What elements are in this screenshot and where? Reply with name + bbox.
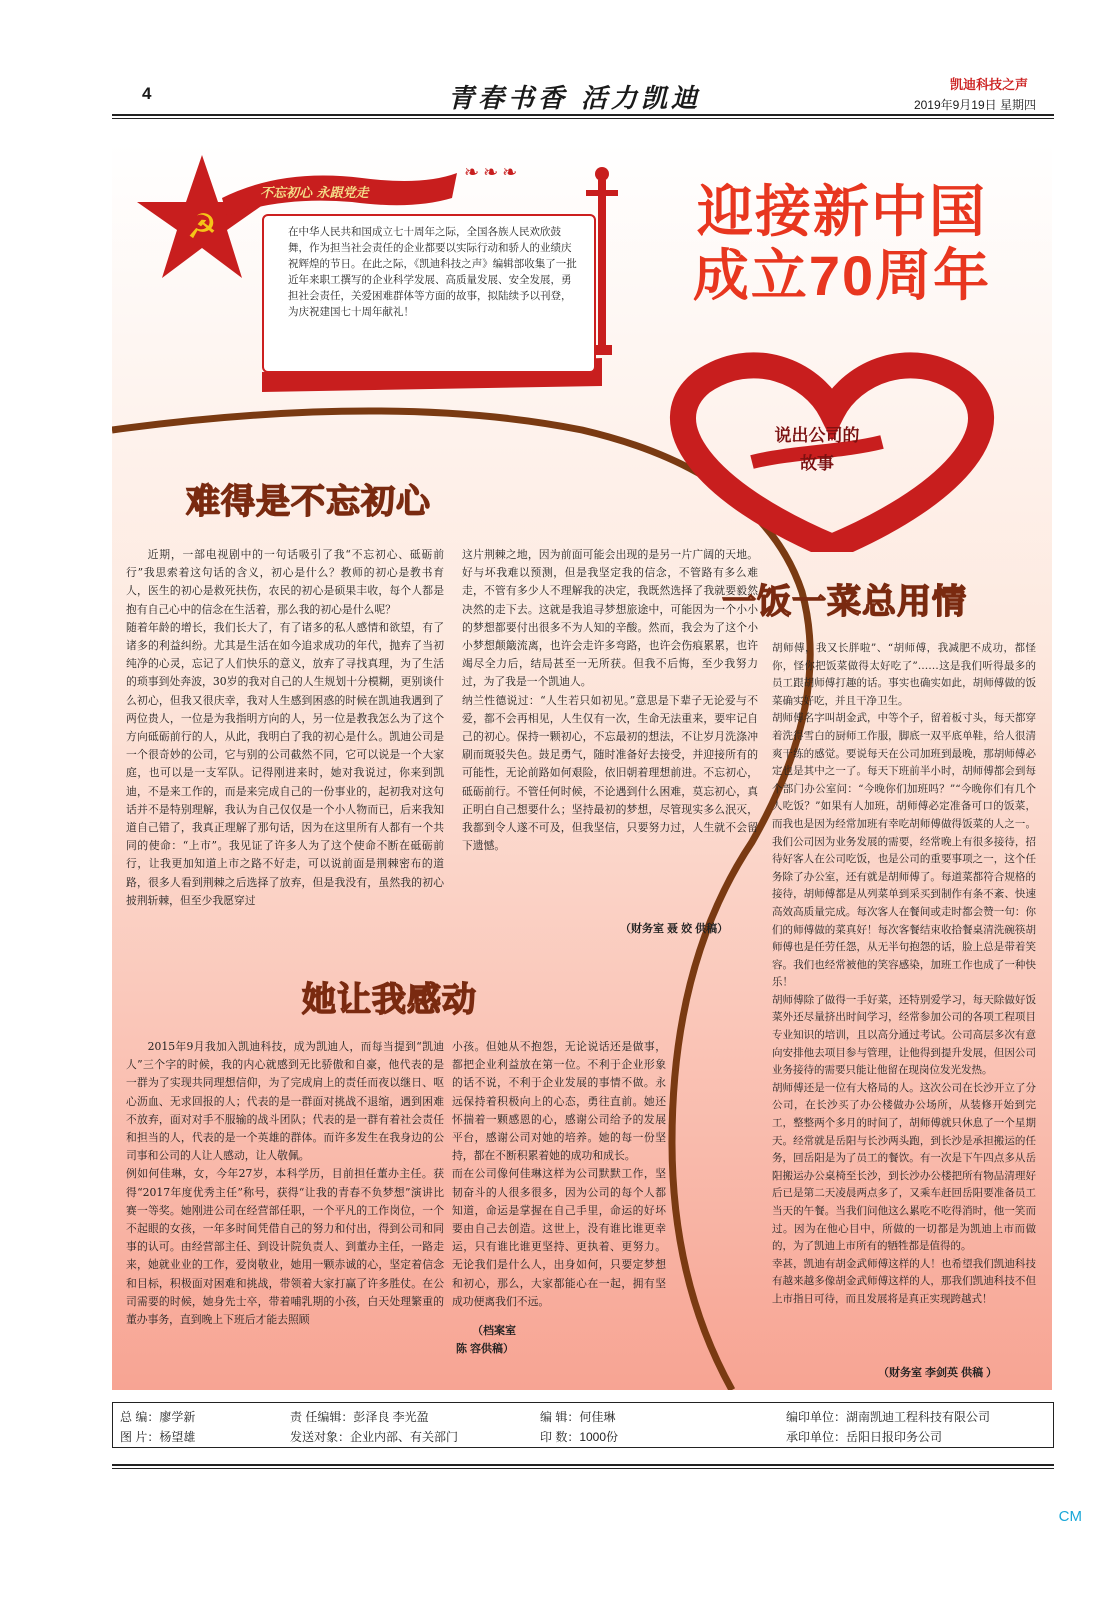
footer-distribution: 发送对象：企业内部、有关部门 bbox=[290, 1430, 459, 1444]
footer-compiler: 编印单位：湖南凯迪工程科技有限公司 bbox=[786, 1410, 991, 1424]
headline-line-2: 成立70周年 bbox=[692, 244, 992, 307]
ribbon-text: 不忘初心 永跟党走 bbox=[260, 186, 369, 201]
doves-icon: ❧❧❧ bbox=[464, 162, 522, 183]
svg-text:☭: ☭ bbox=[186, 207, 218, 247]
article1-col2: 这片荆棘之地，因为前面可能会出现的是另一片广阔的天地。好与坏我难以预测，但是我坚定我的信念，不管路有多么难走，不管有多少人不理解我的决定，我既然选择了我就要毅然决然的走下去。这就是我追寻梦想旅途中，可能因为一个小小的梦想都要付出很多不为人知的辛酸。然而，我会为了这个小小梦想颠簸流离，也许会走许多弯路，也许会伤痕累累，也许竭尽全力后，结局甚至一无所获。但我不后悔，至少我努力过，为了我是一个凯迪人。 纳兰性德说过：“人生若只如初见。”意思是下辈子无论爱与不爱，都不会再相见，人生仅有一次，生命无法重来，要牢记自己的初心。保持一颗初心，不忘最初的想法，不让岁月洗涤冲刷而斑驳失色。鼓足勇气，随时准备好去接受，并迎接所有的可能性，无论前路如何艰险，依旧朝着理想前进。不忘初心，砥砺前行。不管任何时候，不论遇到什么困难，莫忘初心，真正明白自己想要什么；坚持最初的梦想，尽管现实多么泯灭，我都到令人遂不可及，但我坚信，只要努力过，人生就不会留下遗憾。 bbox=[462, 548, 758, 853]
issue-date: 2019年9月19日 星期四 bbox=[913, 98, 1036, 112]
article2-col1: 2015年9月我加入凯迪科技，成为凯迪人，而每当提到“凯迪人”三个字的时候，我的内心就感到无比骄傲和自豪，他代表的是一群为了实现共同理想信仰，为了完成肩上的责任而夜以继日、呕心沥血、无求回报的人；代表的是一群面对挑战不退缩，遇到困难不放弃，面对对手不服输的战斗团队；代表的是一群有着社会责任和担当的人，代表的是一个英雄的群体。而许多发生在我身边的公司事和公司的人让人感动，让人敬佩。 例如何佳琳，女，今年27岁，本科学历，目前担任董办主任。获得“2017年度优秀主任”称号，获得“让我的青春不负梦想”演讲比赛一等奖。她刚进公司在经营部任职，一个平凡的工作岗位，一个不起眼的女孩，一年多时间凭借自己的努力和付出，得到公司和同事的认可。由经营部主任、到设计院负责人、到董办主任，一路走来，她就业业的工作，爱岗敬业，她用一颗赤诚的心，坚定着信念和目标，积极面对困难和挑战，带领着大家打赢了许多胜仗。在公司需要的时候，她身先士卒，带着哺乳期的小孩，白天处理繁重的董办事务，直到晚上下班后才能去照顾 bbox=[126, 1040, 444, 1327]
footer-editor: 编 辑：何佳琳 bbox=[540, 1410, 616, 1424]
article1-title: 难得是不忘初心 bbox=[186, 483, 431, 521]
footer-editor-in-chief: 总 编：廖学新 bbox=[120, 1410, 196, 1424]
article2-title: 她让我感动 bbox=[302, 981, 477, 1019]
article2-byline-1: （档案室 bbox=[472, 1325, 516, 1337]
footer-printer: 承印单位：岳阳日报印务公司 bbox=[786, 1430, 943, 1444]
article3-byline: （财务室 李剑英 供稿 ） bbox=[878, 1367, 998, 1379]
paper-name: 凯迪科技之声 bbox=[949, 77, 1028, 92]
header-rule bbox=[112, 114, 1054, 116]
article3-body: 胡师傅，我又长胖啦”、“胡师傅，我减肥不成功，都怪你，怪你把饭菜做得太好吃了”……这是我们听得最多的员工跟胡师傅打趣的话。事实也确实如此，胡师傅做的饭菜确实好吃，并且干净卫生。 胡师傅名字叫胡金武，中等个子，留着板寸头，每天都穿着洗得雪白的厨师工作服，脚底一双平底单鞋，给人很清爽干练的感觉。要说每天在公司加班到最晚，那胡师傅必定也是其中之一了。每天下班前半小时，胡师傅都会到每个部门办公室问：“今晚你们加班吗？”“今晚你们有几个人吃饭？”如果有人加班，胡师傅必定准备可口的饭菜，而我也是因为经常加班有幸吃胡师傅做得饭菜的人之一。我们公司因为业务发展的需要，经常晚上有很多接待，招待好客人在公司吃饭，也是公司的重要事项之一，这个任务除了办公室，还有就是胡师傅了。每道菜都符合规格的接待，胡师傅都是从列菜单到采买到制作有条不紊、快速高效高质量完成。每次客人在餐间或走时都会赞一句：你们的师傅做的菜真好！每次客餐结束收拾餐桌清洗碗筷胡师傅也是任劳任怨，从无半句抱怨的话，脸上总是带着笑容。我们也经常被他的笑容感染，加班工作也成了一种快乐！ 胡师傅除了做得一手好菜，还特别爱学习，每天除做好饭菜外还尽量挤出时间学习，经常参加公司的各项工程项目专业知识的培训，且以高分通过考试。公司高层多次有意向安排他去项目参与管理，让他得到提升发展，但因公司业务接待的需要只能让他留在现岗位发光发热。 胡师傅还是一位有大格局的人。这次公司在长沙开立了分公司，在长沙买了办公楼做办公场所，从装修开始到完工，整整两个多月的时间了，胡师傅就只休息了一个星期天。经常就是岳阳与长沙两头跑，到长沙是承担搬运的任务，回岳阳是为了员工的餐饮。有一次是下午四点多从岳阳搬运办公桌椅至长沙，到长沙办公楼把所有物品清理好后已是第二天凌晨两点多了，又乘车赶回岳阳要准备员工当天的午餐。当我们问他这么累吃不吃得消时，他一笑而过。因为在他心目中，所做的一切都是为凯迪上市而做的，为了凯迪上市所有的牺牲都是值得的。 幸甚，凯迪有胡金武师傅这样的人！也希望我们凯迪科技有越来越多像胡金武师傅这样的人，那我们凯迪科技不但上市指日可待，而且发展将是真正实现跨越式！ bbox=[772, 642, 1036, 1305]
article1-byline: （财务室 聂 姣 供稿） bbox=[620, 923, 729, 935]
article2-col2: 小孩。但她从不抱怨，无论说话还是做事，都把企业利益放在第一位。不利于企业形象的话不说，不利于企业发展的事情不做。永远保持着积极向上的心态，勇往直前。她还怀揣着一颗感恩的心，感谢公司给予的发展平台，感谢公司对她的培养。她的每一份坚持，都在不断积累着她的成功和成长。 而在公司像何佳琳这样为公司默默工作，坚韧奋斗的人很多很多，因为公司的每个人都知道，命运是掌握在自己手里，命运的好坏要由自己去创造。这世上，没有谁比谁更幸运，只有谁比谁更坚持、更执着、更努力。无论我们是什么人，出身如何，只要定梦想和初心，那么，大家都能心在一起，拥有坚成功便离我们不远。 bbox=[452, 1040, 666, 1308]
article2-byline-2: 陈 容供稿） bbox=[456, 1343, 515, 1355]
article1-col1: 近期，一部电视剧中的一句话吸引了我“不忘初心、砥砺前行”我思索着这句话的含义，初心是什么？教师的初心是教书育人，医生的初心是救死扶伤，农民的初心是硕果丰收，每个人都是抱有自己心中的信念在生活着，那么我的初心是什么呢？ 随着年龄的增长，我们长大了，有了诸多的私人感情和欲望，有了诸多的利益纠纷。尤其是生活在如今追求成功的年代，抛弃了当初纯净的心灵，忘记了人们快乐的意义，放弃了寻找真理，为了生活的琐事到处奔波，30岁的我对自己的人生规划十分模糊，更别谈什么初心，但我又很庆幸，我对人生感到困惑的时候在凯迪我遇到了两位贵人，一位是为我指明方向的人，另一位是教我怎么为了这个方向砥砺前行的人，从此，我明白了我的初心是什么。凯迪公司是一个很奇妙的公司，它与别的公司截然不同，它可以说是一个大家庭，也可以是一支军队。记得刚进来时，她对我说过，你来到凯迪，不是来工作的，而是来完成自己的一份事业的，起初我对这句话并不是特别理解，我认为自己仅仅是一个小人物而已，后来我知道自己错了，我真正理解了那句话，因为在这里所有人都有一个共同的使命：“上市”。我见证了许多人为了这个使命不断在砥砺前行，让我更加知道上市之路不好走，可以说前面是荆棘密布的道路，很多人看到荆棘之后选择了放弃，但是我没有，虽然我的初心披荆斩棘，但至少我愿穿过 bbox=[126, 548, 444, 907]
masthead-slogan: 青春书香 活力凯迪 bbox=[448, 84, 702, 114]
header-rule-thin bbox=[112, 118, 1054, 119]
content-panel bbox=[112, 142, 1052, 1390]
headline-line-1: 迎接新中国 bbox=[697, 180, 987, 243]
footer-rule bbox=[112, 1464, 1054, 1466]
color-mark: CM bbox=[1058, 1508, 1082, 1525]
heart-caption: 说出公司的 故事 bbox=[774, 426, 860, 474]
footer-print-count: 印 数：1000份 bbox=[540, 1430, 619, 1444]
headline-main bbox=[652, 180, 1032, 308]
page-number: 4 bbox=[142, 84, 152, 103]
intro-text: 在中华人民共和国成立七十周年之际，全国各族人民欢欣鼓舞，作为担当社会责任的企业都要以实际行动和骄人的业绩庆祝辉煌的节日。在此之际，《凯迪科技之声》编辑部收集了一批近年来职工撰写的企业科学发展、高质量发展、安全发展，勇担社会责任，关爱困难群体等方面的故事，拟陆续予以刊登，为庆祝建国七十周年献礼！ bbox=[288, 226, 577, 318]
footer-responsible-editor: 责 任编辑：彭泽良 李光盈 bbox=[290, 1410, 429, 1424]
article3-title: 一饭一菜总用情 bbox=[722, 583, 967, 621]
footer-photo: 图 片：杨望雄 bbox=[120, 1430, 196, 1444]
footer-rule-thin bbox=[112, 1468, 1054, 1469]
